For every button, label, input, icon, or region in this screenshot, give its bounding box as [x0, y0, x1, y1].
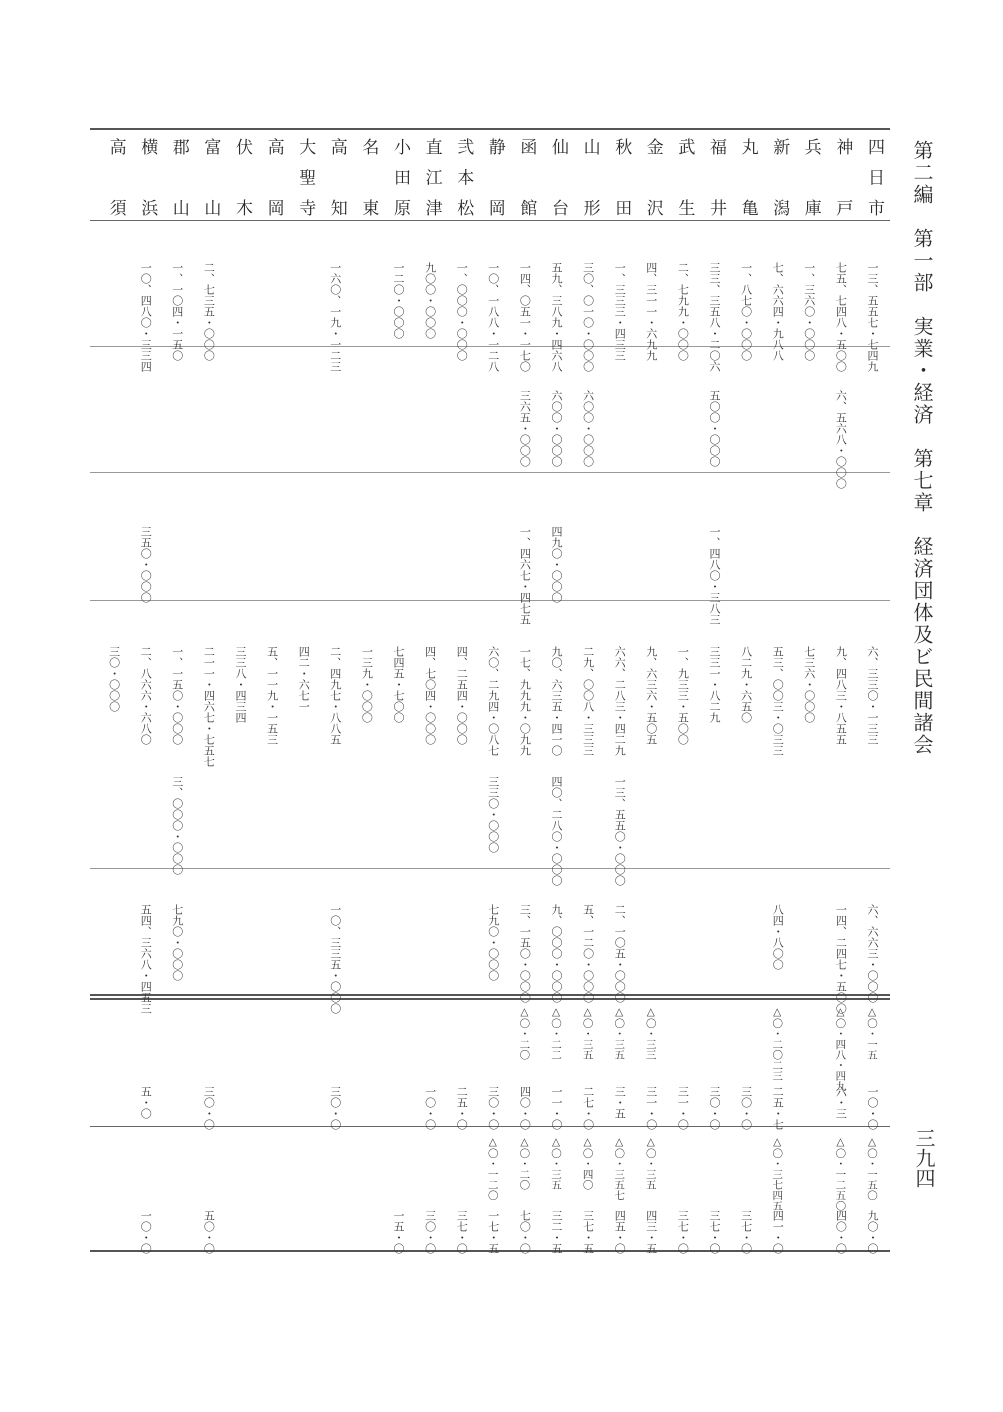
- table-cell-c4: 四、七〇四・〇〇〇: [423, 646, 437, 745]
- city-name: 山形: [579, 138, 600, 216]
- table-cell-c10: 三七・〇: [676, 1210, 690, 1254]
- table-cell-c1: 一、三六〇・〇〇〇: [802, 262, 816, 361]
- table-cell-c6: 一〇、三三五・〇〇〇: [328, 904, 342, 1014]
- table-row: [354, 128, 382, 1252]
- city-name: 小田原: [390, 138, 410, 216]
- table-cell-c4: 一七、九九九・〇九九: [518, 646, 532, 756]
- table-cell-c10: 一七・五: [486, 1210, 500, 1254]
- table-cell-c1: 一、〇〇〇・〇〇〇: [455, 262, 469, 361]
- table-row: [702, 128, 730, 1252]
- table-cell-c1: 一〇、四八〇・三三四: [139, 262, 153, 372]
- table-cell-c6: 五四、三六八・四五三: [139, 904, 153, 1014]
- city-name: 直江津: [421, 138, 442, 216]
- table-row: [260, 128, 288, 1252]
- table-cell-c1: 三三、三五八・二〇六: [708, 262, 721, 372]
- table-row: [797, 128, 825, 1252]
- table-cell-c8: 三・五: [613, 1086, 627, 1119]
- table-cell-c1: 一二〇・〇〇〇: [392, 262, 405, 339]
- table-cell-c4: 五三、〇〇三・〇三三: [771, 646, 785, 756]
- city-name: 高須: [105, 138, 126, 216]
- table-cell-c4: 六六、二八三・四二九: [613, 646, 627, 756]
- table-cell-c4: 二一一・四六七・七五七: [202, 646, 216, 767]
- city-name: 高岡: [263, 138, 284, 216]
- city-name: 弐本松: [453, 138, 474, 216]
- city-name: 四日市: [864, 138, 884, 216]
- table-cell-c10: 七〇・〇: [518, 1210, 532, 1254]
- table-cell-c10: 四〇・〇: [834, 1210, 848, 1254]
- page-number: 三九四: [912, 1128, 936, 1188]
- table-cell-c1: 七五、七四八・五〇〇: [834, 262, 848, 372]
- table-cell-c10: 一〇・〇: [139, 1210, 153, 1254]
- table-row: [576, 128, 604, 1252]
- city-name: 富山: [200, 138, 221, 216]
- table-cell-c1: 一、一〇四・一五〇: [170, 262, 184, 361]
- table-cell-c2: 五〇〇・〇〇〇: [708, 390, 721, 467]
- table-cell-c1: 一、三三三・四三三: [613, 262, 627, 361]
- table-cell-c7: △〇・二二: [550, 1006, 562, 1060]
- table-cell-c8: 三〇・〇: [708, 1086, 721, 1130]
- table-cell-c8: 三一・〇: [644, 1086, 658, 1130]
- table-cell-c10: 五〇・〇: [202, 1210, 216, 1254]
- table-cell-c4: 三三八・四三四: [234, 646, 247, 723]
- table-cell-c10: 三二・五: [550, 1210, 563, 1254]
- city-name: 兵庫: [800, 138, 821, 216]
- city-name: 金沢: [642, 138, 663, 216]
- table-cell-c8: 三〇・〇: [328, 1086, 342, 1130]
- table-cell-c7: △〇・二〇: [518, 1006, 531, 1060]
- table-cell-c7: △〇・二〇二三: [771, 1006, 784, 1081]
- city-name: 高知: [326, 138, 347, 216]
- city-name: 大聖寺: [295, 138, 316, 216]
- table-cell-c2: 六〇〇・〇〇〇: [550, 390, 563, 467]
- table-row: [734, 128, 762, 1252]
- table-cell-c1: 七、六六四・九八八: [771, 262, 785, 361]
- table-cell-c8: 一〇・〇: [866, 1086, 879, 1130]
- city-name: 武生: [674, 138, 695, 216]
- table-cell-c8: 二七・〇: [581, 1086, 595, 1130]
- table-cell-c4: 三三一・八二九: [708, 646, 721, 723]
- table-cell-c1: 一、八七〇・〇〇〇: [739, 262, 753, 361]
- table-cell-c4: 七四五・七〇〇: [392, 646, 405, 723]
- city-name: 郡山: [168, 138, 189, 216]
- table-cell-c10: 四三・五: [644, 1210, 658, 1254]
- table-cell-c1: 一三、五五七・七四九: [866, 262, 879, 372]
- table-cell-c10: 四五・〇: [613, 1210, 627, 1254]
- table-cell-c1: 二、七九九・〇〇〇: [676, 262, 690, 361]
- table-row: [512, 128, 540, 1252]
- table-cell-c7: △〇・三五: [613, 1006, 626, 1060]
- table-row: [860, 128, 888, 1252]
- table-cell-c4: 六〇、二九四・〇八七: [486, 646, 500, 756]
- table-cell-c10: 四一・〇: [771, 1210, 785, 1254]
- table-cell-c4: 二、四九七・八八五: [328, 646, 342, 745]
- table-row: [607, 128, 635, 1252]
- table-cell-c5: 三、〇〇〇・〇〇〇: [170, 776, 184, 875]
- table-cell-c4: 九〇、六三五・四一〇: [550, 646, 563, 756]
- table-cell-c8: 三〇・〇: [202, 1086, 216, 1130]
- table-cell-c4: 九、四八三・八五五: [834, 646, 848, 745]
- table-cell-c1: 四、三一一・六九九: [644, 262, 658, 361]
- table-cell-c4: 六、三三〇・一三三: [866, 646, 879, 745]
- table-row: [449, 128, 477, 1252]
- table-row: [481, 128, 509, 1252]
- table-cell-c6: 六、六六三・〇〇〇: [866, 904, 879, 1003]
- table-cell-c4: 一三九・〇〇〇: [360, 646, 374, 723]
- table-cell-c10: 三〇・〇: [423, 1210, 437, 1254]
- table-row: [133, 128, 161, 1252]
- table-row: [670, 128, 698, 1252]
- table-row: [418, 128, 446, 1252]
- table-cell-c6: 七九〇・〇〇〇: [170, 904, 184, 981]
- table-cell-c10: 三七・五: [581, 1210, 595, 1254]
- city-name: 函館: [516, 138, 537, 216]
- table-cell-c3: 一、四六七・四七五: [518, 526, 532, 625]
- table-cell-c1: 九〇〇・〇〇〇: [423, 262, 437, 339]
- table-cell-c9: △〇・三七四五: [771, 1136, 784, 1211]
- table-cell-c6: 七九〇・〇〇〇: [486, 904, 500, 981]
- table-cell-c1: 二、七三五・〇〇〇: [202, 262, 216, 361]
- table-row: [196, 128, 224, 1252]
- city-name: 仙台: [548, 138, 568, 216]
- table-cell-c5: 四〇、二八〇・〇〇〇: [550, 776, 563, 886]
- table-cell-c4: 二九、〇〇八・三三三: [581, 646, 595, 756]
- running-header: 第二編 第一部 実業・経済 第七章 経済団体及ビ民間諸会: [910, 140, 934, 756]
- table-row: [323, 128, 351, 1252]
- table-row: [544, 128, 572, 1252]
- city-name: 神戸: [832, 138, 853, 216]
- table-cell-c9: △〇・一二五〇: [834, 1136, 847, 1211]
- table-cell-c10: 九〇・〇: [866, 1210, 879, 1254]
- table-row: [386, 128, 414, 1252]
- table-cell-c4: 一、一五〇・〇〇〇: [170, 646, 184, 745]
- table-cell-c6: 九、〇〇〇・〇〇〇: [550, 904, 563, 1003]
- city-name: 丸亀: [737, 138, 758, 216]
- table-cell-c8: 一〇・〇: [423, 1086, 437, 1130]
- table-row: [102, 128, 130, 1252]
- statistics-table: [90, 128, 890, 1252]
- table-cell-c3: 一、四八〇・三八三: [708, 526, 721, 625]
- table-cell-c1: 一四、〇五一・一七〇: [518, 262, 532, 372]
- table-cell-c7: △〇・一五: [866, 1006, 878, 1060]
- city-name: 新潟: [769, 138, 790, 216]
- table-cell-c9: △〇・一二〇: [486, 1136, 499, 1201]
- table-cell-c2: 三六五・〇〇〇: [518, 390, 532, 467]
- table-cell-c6: 八四・八〇〇: [771, 904, 785, 970]
- table-cell-c9: △〇・二〇: [518, 1136, 531, 1190]
- table-cell-c8: 三〇・〇: [739, 1086, 753, 1130]
- table-cell-c5: 三三〇・〇〇〇: [486, 776, 500, 853]
- table-cell-c1: 五九、三八九・四六八: [550, 262, 563, 372]
- table-cell-c9: △〇・四〇: [581, 1136, 594, 1190]
- table-cell-c4: 四二・六七一: [297, 646, 311, 712]
- table-cell-c6: 五、一二〇・〇〇〇: [581, 904, 595, 1003]
- table-row: [165, 128, 193, 1252]
- table-row: [765, 128, 793, 1252]
- table-cell-c4: 七三六・〇〇〇: [802, 646, 816, 723]
- table-cell-c9: △〇・三五七: [613, 1136, 626, 1201]
- table-cell-c9: △〇・三五: [644, 1136, 657, 1190]
- table-cell-c1: 一六〇、一九・一二三: [328, 262, 342, 372]
- city-name: 横浜: [137, 138, 158, 216]
- city-name: 福井: [706, 138, 726, 216]
- table-cell-c7: △〇・三三: [644, 1006, 657, 1060]
- table-cell-c5: 一三、五五〇・〇〇〇: [613, 776, 627, 886]
- city-name: 秋田: [611, 138, 632, 216]
- table-cell-c8: 五・〇: [139, 1086, 153, 1119]
- table-cell-c3: 四九〇・〇〇〇: [550, 526, 563, 603]
- table-cell-c10: 三七・〇: [455, 1210, 469, 1254]
- table-row: [639, 128, 667, 1252]
- table-cell-c4: 二、八六六・六八〇: [139, 646, 153, 745]
- table-cell-c9: △〇・一五〇: [866, 1136, 878, 1201]
- table-cell-c4: 五、一一九・一五三: [265, 646, 279, 745]
- table-cell-c3: 三五〇・〇〇〇: [139, 526, 153, 603]
- table-cell-c8: 四〇・〇: [518, 1086, 532, 1130]
- table-cell-c6: 一四、二四七・五〇〇: [834, 904, 848, 1014]
- table-cell-c8: 六・三: [834, 1086, 848, 1119]
- table-cell-c6: 二、一〇五・〇〇〇: [613, 904, 627, 1003]
- table-cell-c7: △〇・三五: [581, 1006, 594, 1060]
- table-row: [291, 128, 319, 1252]
- table-cell-c8: 二五・七: [771, 1086, 785, 1130]
- city-name: 静岡: [484, 138, 505, 216]
- table-cell-c10: 一五・〇: [392, 1210, 405, 1254]
- table-cell-c4: 三〇・〇〇〇: [107, 646, 121, 712]
- table-row: [228, 128, 256, 1252]
- table-cell-c8: 三〇・〇: [486, 1086, 500, 1130]
- table-cell-c2: 六、五六八・〇〇〇: [834, 390, 848, 489]
- city-name: 伏木: [232, 138, 252, 216]
- table-cell-c4: 八二九・六五〇: [739, 646, 753, 723]
- table-cell-c4: 四、二五四・〇〇〇: [455, 646, 469, 745]
- table-cell-c9: △〇・三五: [550, 1136, 562, 1190]
- table-cell-c1: 一〇、一八八・一二八: [486, 262, 500, 372]
- table-cell-c8: 一一・〇: [550, 1086, 563, 1130]
- table-cell-c8: 二五・〇: [455, 1086, 469, 1130]
- table-cell-c7: △〇・四八・四九: [834, 1006, 847, 1092]
- table-cell-c2: 六〇〇・〇〇〇: [581, 390, 595, 467]
- table-cell-c6: 三、一五〇・〇〇〇: [518, 904, 532, 1003]
- table-cell-c1: 三〇、〇一〇・〇〇〇: [581, 262, 595, 372]
- table-cell-c8: 三一・〇: [676, 1086, 690, 1130]
- table-cell-c10: 三七・〇: [739, 1210, 753, 1254]
- table-cell-c4: 一、九三三・五〇〇: [676, 646, 690, 745]
- table-cell-c10: 三七・〇: [708, 1210, 721, 1254]
- table-row: [828, 128, 856, 1252]
- city-name: 名東: [358, 138, 379, 216]
- table-cell-c4: 九、六三六・五〇五: [644, 646, 658, 745]
